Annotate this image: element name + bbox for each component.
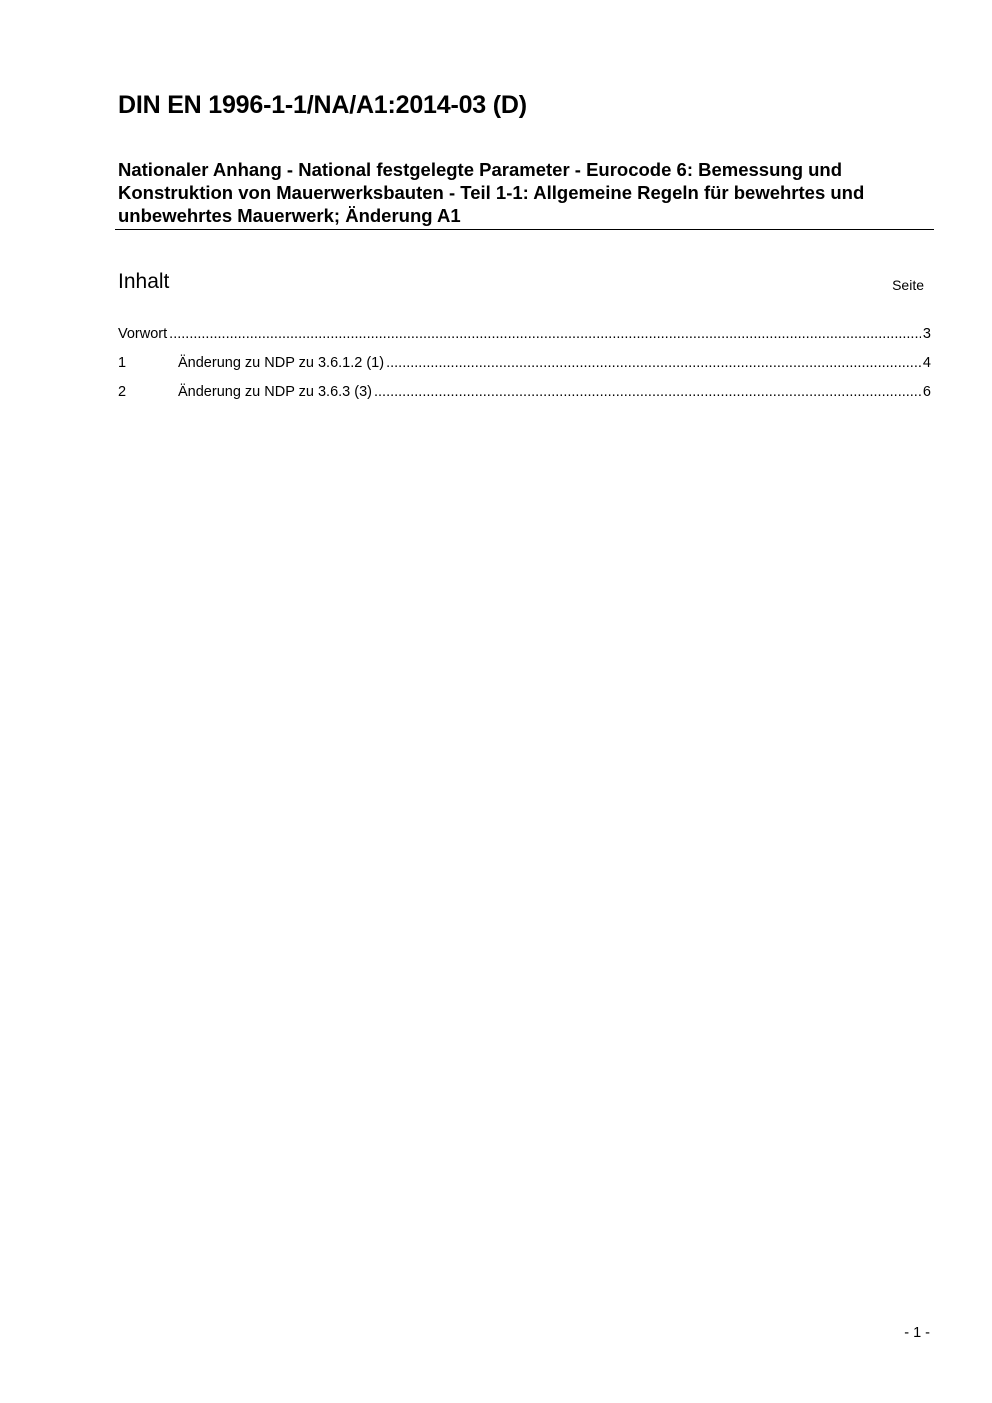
toc-entry-number: 1: [118, 355, 127, 371]
toc-entry-vorwort[interactable]: [118, 324, 931, 353]
toc-heading: Inhalt: [118, 270, 170, 293]
toc-page-column-label: Seite: [892, 277, 924, 293]
toc-entry-page: 4: [922, 355, 931, 371]
toc-entry-2[interactable]: [118, 382, 931, 411]
document-title: DIN EN 1996-1-1/NA/A1:2014-03 (D): [118, 91, 527, 119]
toc-entry-number: 2: [118, 384, 127, 400]
toc-dot-leader: [374, 382, 921, 402]
document-subtitle: Nationaler Anhang - National festgelegte Parameter - Eurocode 6: Bemessung und Konstruktion von Mauerwerksbauten - Teil 1-1: Allgemeine Regeln für bewehrtes und unbewehrtes Mauerwerk; Änderung A1: [118, 159, 865, 226]
toc-dot-leader: [386, 353, 921, 373]
toc-entry-label: Änderung zu NDP zu 3.6.3 (3): [178, 384, 372, 400]
toc-dot-leader: [169, 324, 921, 344]
table-of-contents: [118, 324, 931, 411]
toc-entry-1[interactable]: [118, 353, 931, 382]
header-divider: [115, 229, 934, 230]
page-number: - 1 -: [904, 1325, 930, 1341]
toc-entry-page: 3: [922, 326, 931, 342]
toc-entry-label: Vorwort: [118, 326, 168, 342]
toc-entry-page: 6: [922, 384, 931, 400]
toc-entry-label: Änderung zu NDP zu 3.6.1.2 (1): [178, 355, 385, 371]
